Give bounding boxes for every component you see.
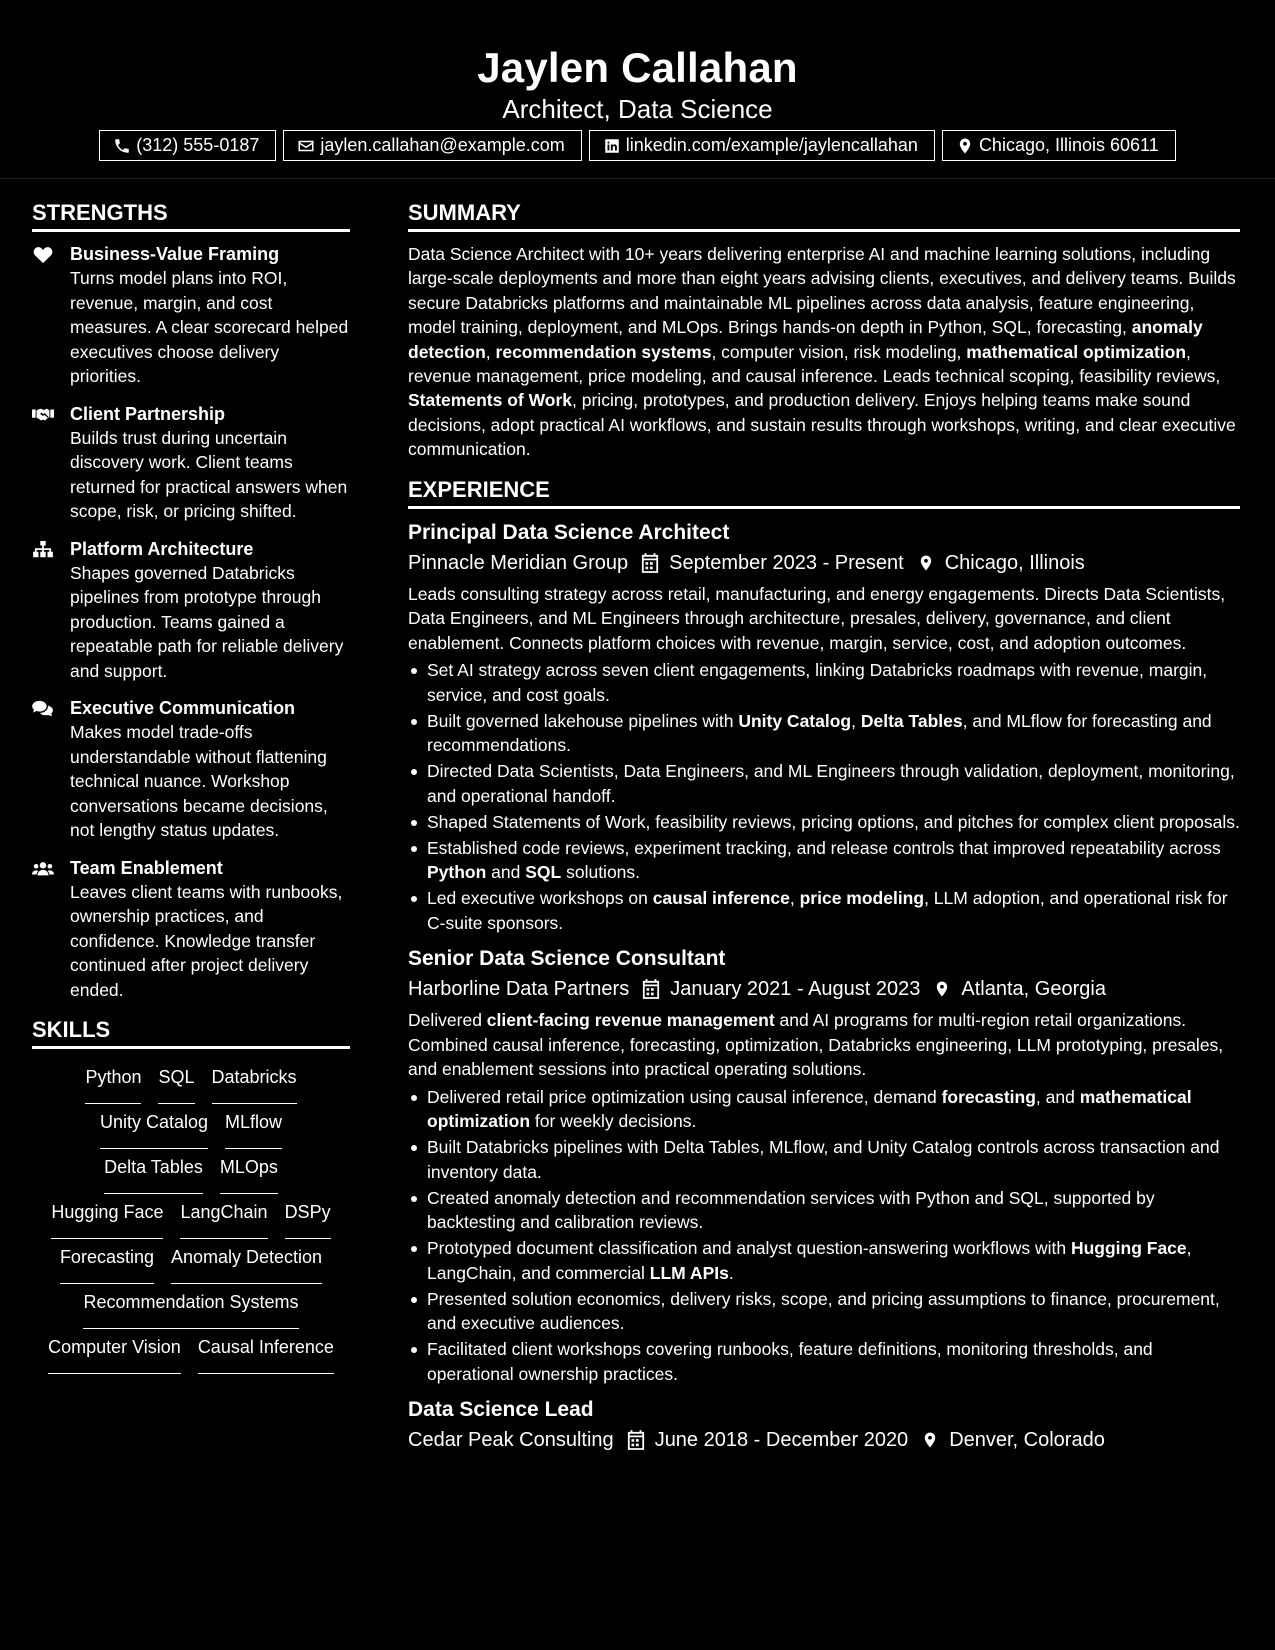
bullet-item: Prototyped document classification and analyst question-answering workflows with Hugging Face, LangChain, and commercial LLM APIs. [408, 1236, 1240, 1285]
job-title: Principal Data Science Architect [408, 520, 730, 544]
map-pin-icon [933, 979, 951, 999]
skill-tag: MLOps [220, 1155, 278, 1194]
contact-location[interactable] [942, 130, 1176, 161]
strength-title: Client Partnership [70, 403, 226, 424]
job-meta [408, 973, 1240, 1005]
bullet-item: Shaped Statements of Work, feasibility reviews, pricing options, and pitches for complex client proposals. [408, 810, 1240, 835]
strength-item [32, 402, 350, 524]
job-description: Leads consulting strategy across retail, manufacturing, and energy engagements. Directs Data Scientists, Data Engineers, and ML Engineers through architecture, presales, delivery, governance, and client enablement. Connects platform choices with revenue, margin, service, cost, and adoption outcomes. [408, 583, 1226, 653]
job-location: Chicago, Illinois [944, 551, 1085, 574]
job-location: Denver, Colorado [949, 1429, 1105, 1452]
skill-row [32, 1104, 350, 1149]
bullet-item: Delivered retail price optimization using causal inference, demand forecasting, and mathematical optimization for weekly decisions. [408, 1085, 1240, 1134]
skill-tag: Python [85, 1065, 141, 1104]
experience-heading: EXPERIENCE [408, 476, 1240, 509]
contact-location-text: Chicago, Illinois 60611 [978, 135, 1159, 155]
job-description: Delivered client-facing revenue management and AI programs for multi-region retail organizations. Combined causal inference, forecasting, optimization, Databricks engineering, LLM prototyping, presales, and enablement sessions into practical operating solutions. [408, 1010, 1224, 1080]
skill-tag: Causal Inference [198, 1335, 334, 1374]
contact-email-text: jaylen.callahan@example.com [320, 135, 565, 155]
skills-heading: SKILLS [32, 1016, 350, 1049]
experience-list [408, 519, 1240, 1457]
strength-item [32, 696, 350, 843]
bullet-item: Directed Data Scientists, Data Engineers, and ML Engineers through validation, deployment, monitoring, and operational handoff. [408, 759, 1240, 808]
contact-phone-text: (312) 555-0187 [136, 135, 260, 155]
strength-desc: Leaves client teams with runbooks, ownership practices, and confidence. Knowledge transfer continued after project delivery ended. [70, 881, 343, 1000]
job-dates: January 2021 - August 2023 [670, 978, 921, 1001]
contact-linkedin-text: linkedin.com/example/jaylencallahan [625, 135, 918, 155]
skill-tag: Computer Vision [48, 1335, 181, 1374]
job-entry [408, 519, 1240, 936]
skill-row [32, 1329, 350, 1374]
skill-row [32, 1059, 350, 1104]
skill-tag: Databricks [212, 1065, 297, 1104]
strength-title: Business-Value Framing [70, 244, 280, 264]
strengths-heading: STRENGTHS [32, 199, 350, 232]
candidate-name: Jaylen Callahan [477, 44, 798, 91]
bullet-item: Built Databricks pipelines with Delta Tables, MLflow, and Unity Catalog controls across transaction and inventory data. [408, 1135, 1240, 1184]
job-meta [408, 547, 1240, 579]
job-company: Harborline Data Partners [408, 978, 630, 1001]
strength-item [32, 537, 350, 684]
strength-title: Team Enablement [70, 857, 223, 878]
job-entry [408, 1396, 1240, 1456]
job-bullets [408, 658, 1240, 935]
envelope-icon [297, 137, 315, 155]
calendar-icon [641, 553, 659, 573]
job-company: Cedar Peak Consulting [408, 1429, 614, 1452]
bullet-item: Established code reviews, experiment tracking, and release controls that improved repeatability across Python and SQL solutions. [408, 836, 1240, 885]
job-company: Pinnacle Meridian Group [408, 551, 629, 574]
job-bullets [408, 1085, 1240, 1387]
skill-tag: Forecasting [60, 1245, 154, 1284]
calendar-icon [642, 979, 660, 999]
job-location: Atlanta, Georgia [961, 978, 1106, 1001]
bullet-item: Presented solution economics, delivery risks, scope, and pricing assumptions to finance, procurement, and executive audiences. [408, 1287, 1240, 1336]
job-dates: June 2018 - December 2020 [654, 1429, 909, 1452]
skill-row [32, 1194, 350, 1239]
strength-title: Platform Architecture [70, 538, 254, 559]
contact-email[interactable] [283, 130, 581, 161]
right-column [408, 199, 1240, 1459]
summary-heading: SUMMARY [408, 199, 1240, 232]
bullet-item: Set AI strategy across seven client engagements, linking Databricks roadmaps with revenue, margin, service, and cost goals. [408, 658, 1240, 707]
users-icon [32, 860, 54, 878]
skill-tag: SQL [158, 1065, 194, 1104]
job-meta [408, 1424, 1240, 1456]
linkedin-icon [603, 137, 621, 155]
map-pin-icon [921, 1430, 939, 1450]
skill-tag: Anomaly Detection [171, 1245, 322, 1284]
skill-tag: Delta Tables [104, 1155, 203, 1194]
skill-tag: Recommendation Systems [83, 1290, 298, 1329]
map-pin-icon [917, 553, 935, 573]
skill-row [32, 1149, 350, 1194]
bullet-item: Facilitated client workshops covering runbooks, feature definitions, monitoring thresholds, and operational ownership practices. [408, 1337, 1240, 1386]
skill-tag: MLflow [225, 1110, 282, 1149]
bullet-item: Built governed lakehouse pipelines with Unity Catalog, Delta Tables, and MLflow for forecasting and recommendations. [408, 709, 1240, 758]
sitemap-icon [32, 541, 54, 559]
bullet-item: Led executive workshops on causal inference, price modeling, LLM adoption, and operational risk for C-suite sponsors. [408, 886, 1240, 935]
bullet-item: Created anomaly detection and recommendation services with Python and SQL, supported by backtesting and calibration reviews. [408, 1186, 1240, 1235]
heart-icon [32, 246, 54, 264]
job-dates: September 2023 - Present [669, 551, 904, 574]
strength-title: Executive Communication [70, 698, 296, 718]
skills-list [32, 1059, 350, 1374]
skill-tag: DSPy [285, 1200, 331, 1239]
strength-desc: Turns model plans into ROI, revenue, margin, and cost measures. A clear scorecard helped executives choose delivery priorities. [70, 268, 349, 386]
strength-desc: Makes model trade-offs understandable without flattening technical nuance. Workshop conversations became decisions, not lengthy status updates. [70, 722, 328, 840]
skill-tag: LangChain [180, 1200, 267, 1239]
job-title: Data Science Lead [408, 1398, 594, 1422]
skill-tag: Hugging Face [51, 1200, 163, 1239]
calendar-icon [627, 1430, 645, 1450]
candidate-title: Architect, Data Science [502, 94, 773, 124]
strength-item [32, 856, 350, 1003]
contact-bar [0, 130, 1275, 161]
phone-icon [113, 137, 131, 155]
summary-text: Data Science Architect with 10+ years delivering enterprise AI and machine learning solutions, including large-scale deployments and more than eight years advising clients, executives, and delivery teams. Builds secure Databricks platforms and maintainable ML pipelines across data analysis, feature engineering, model training, deployment, and MLOps. Brings hands-on depth in Python, SQL, forecasting, anomaly detection, recommendation systems, computer vision, risk modeling, mathematical optimization, revenue management, price modeling, and causal inference. Leads technical scoping, feasibility reviews, Statements of Work, pricing, prototypes, and production delivery. Enjoys helping teams make sound decisions, adopt practical AI workflows, and sustain results through workshops, writing, and clear executive communication. [408, 244, 1236, 460]
skill-row [32, 1284, 350, 1329]
skill-row [32, 1239, 350, 1284]
handshake-icon [32, 406, 54, 424]
map-pin-icon [956, 137, 974, 155]
contact-linkedin[interactable] [589, 130, 935, 161]
job-entry [408, 945, 1240, 1386]
strength-desc: Builds trust during uncertain discovery work. Client teams returned for practical answers when scope, risk, or pricing shifted. [70, 427, 348, 521]
contact-phone[interactable] [99, 130, 276, 161]
strength-desc: Shapes governed Databricks pipelines from prototype through production. Teams gained a repeatable path for reliable delivery and support. [70, 562, 344, 681]
chat-bubbles-icon [32, 700, 54, 718]
resume-header [0, 0, 1275, 179]
job-title: Senior Data Science Consultant [408, 947, 726, 971]
left-column [32, 199, 350, 1374]
skill-tag: Unity Catalog [100, 1110, 208, 1149]
strength-item [32, 242, 350, 389]
